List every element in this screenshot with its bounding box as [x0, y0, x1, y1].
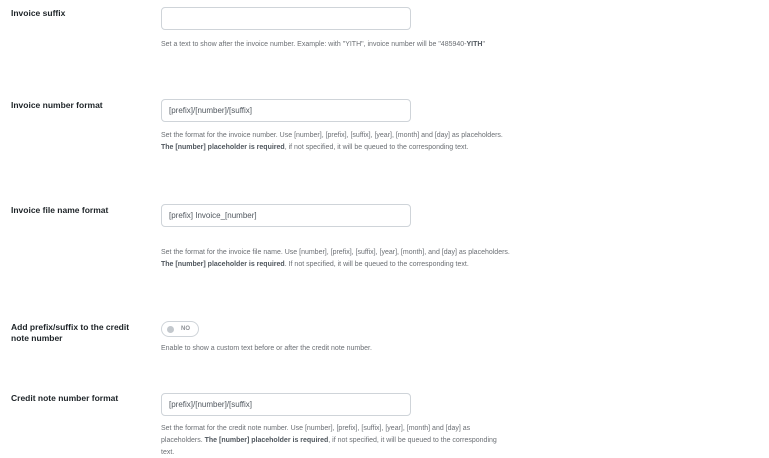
invoice-number-format-label: Invoice number format [11, 100, 103, 110]
invoice-number-format-description: Set the format for the invoice number. Use [number], [prefix], [suffix], [year], [month] and [day] as placeholders. The [number] placeholder is required, if not specified, it will be queued to the corresponding text. [161, 132, 503, 151]
invoice-file-name-format-description: Set the format for the invoice file name. Use [number], [prefix], [suffix], [year], [month], and [day] as placeholders. The [number] placeholder is required. If not specified, it will be queued to the corresponding text. [161, 249, 510, 268]
invoice-suffix-label: Invoice suffix [11, 8, 66, 18]
invoice-file-name-format-label: Invoice file name format [11, 205, 109, 215]
credit-note-number-format-label: Credit note number format [11, 393, 119, 403]
credit-note-prefix-suffix-label: Add prefix/suffix to the credit note number [11, 322, 130, 343]
credit-note-number-format-input[interactable] [161, 393, 411, 416]
invoice-number-format-input[interactable] [161, 99, 411, 122]
toggle-state-label: NO [181, 326, 190, 332]
invoice-file-name-format-input[interactable] [161, 204, 411, 227]
credit-note-prefix-suffix-description: Enable to show a custom text before or after the credit note number. [161, 345, 372, 352]
toggle-knob [167, 326, 174, 333]
invoice-suffix-description: Set a text to show after the invoice number. Example: with "YITH", invoice number will be "485940-YITH" [161, 41, 485, 48]
credit-note-prefix-suffix-toggle[interactable] [161, 321, 199, 337]
credit-note-number-format-description: Set the format for the credit note number. Use [number], [prefix], [suffix], [year], [month] and [day] as placeholders. The [number] placeholder is required, if not specified, it will be queued to the corresponding text. [161, 425, 497, 456]
invoice-suffix-input[interactable] [161, 7, 411, 30]
